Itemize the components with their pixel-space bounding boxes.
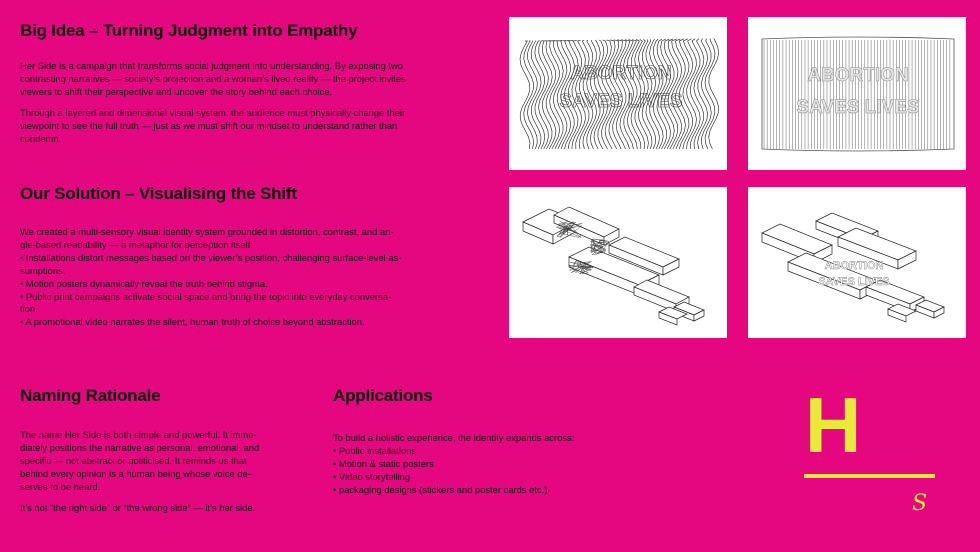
solution-line: • A promotional video narrates the silent, human truth of choice beyond abstraction. xyxy=(20,316,365,328)
installation-blocks-text-image xyxy=(748,187,966,338)
applications-body xyxy=(333,432,574,497)
naming-line: It’s not “the right side” or “the wrong side” — it’s her side. xyxy=(20,501,256,513)
solution-line: sumptions. xyxy=(20,264,66,276)
naming-line: diately positions the narrative as personal, emotional, and xyxy=(20,441,260,453)
card2-line2: SAVES LIVES xyxy=(796,97,920,118)
solution-line: We created a multi-sensory visual identity system grounded in distortion, contrast, and an- xyxy=(20,226,394,237)
solution-line: • Motion posters dynamically reveal the truth behind stigma. xyxy=(20,277,268,289)
wave-line xyxy=(520,41,530,149)
big-idea-line: Through a layered and dimensional visual system, the audience must physically change their xyxy=(20,106,406,118)
installation-blocks-scribble-image xyxy=(509,187,727,338)
wave-line xyxy=(683,39,693,149)
card2-line1: ABORTION xyxy=(807,65,909,86)
big-idea-line: viewpoint to see the full truth — just as we must shift our mindset to understand rather than xyxy=(20,119,398,131)
big-idea-line: viewers to shift their perspective and uncover the story behind each choice. xyxy=(20,85,333,97)
naming-line xyxy=(20,494,259,502)
applications-line: To build a holistic experience, the identity expands across: xyxy=(333,432,575,443)
big-idea-line xyxy=(20,99,406,107)
card1-line2: SAVES LIVES xyxy=(559,91,683,112)
solution-line: • Public print campaigns activate social space and bring the topic into everyday conversa- xyxy=(20,290,392,302)
big-idea-line: Her Side is a campaign that transforms social judgment into understanding. By exposing two xyxy=(20,60,404,71)
big-idea-title: Big Idea – Turning Judgment into Empathy xyxy=(20,21,358,40)
naming-line: specific — not abstract or politicised. It reminds us that xyxy=(20,454,247,466)
logo-underline xyxy=(804,474,935,478)
card1-line1: ABORTION xyxy=(570,63,672,84)
naming-line: The name Her Side is both simple and powerful. It imme- xyxy=(20,429,257,440)
solution-line: • Installations distort messages based on the viewer’s position, challenging surface-level as- xyxy=(20,251,402,263)
logo-letter-h: H xyxy=(805,381,862,469)
card4-line1: ABORTION xyxy=(824,260,884,272)
applications-line: • packaging designs (stickers and poster cards etc.) xyxy=(333,483,548,495)
installation-wavy-wall-image xyxy=(509,17,727,170)
solution-line: gle-based readability — a metaphor for perception itself: xyxy=(20,238,253,250)
big-idea-body xyxy=(20,60,406,145)
naming-title: Naming Rationale xyxy=(20,386,161,405)
naming-line: serves to be heard. xyxy=(20,480,101,492)
applications-title: Applications xyxy=(333,386,433,405)
card4-line2: SAVES LIVES xyxy=(818,276,890,288)
naming-line: behind every opinion is a human being whose voice de- xyxy=(20,467,251,479)
solution-title: Our Solution – Visualising the Shift xyxy=(20,184,297,203)
installation-slat-wall-image xyxy=(748,17,966,170)
big-idea-line: condemn. xyxy=(20,132,62,144)
applications-line: • Public installations xyxy=(333,444,417,456)
naming-body xyxy=(20,429,259,514)
wave-line xyxy=(709,38,719,149)
applications-line: • Video storytelling xyxy=(333,470,411,482)
solution-line: tion. xyxy=(20,303,38,315)
logo-script-s: S xyxy=(912,491,928,516)
applications-line: • Motion & static posters xyxy=(333,457,434,469)
big-idea-line: contrasting narratives — society’s projection and a woman’s lived reality — the project invites xyxy=(20,72,406,84)
solution-body xyxy=(20,226,401,329)
